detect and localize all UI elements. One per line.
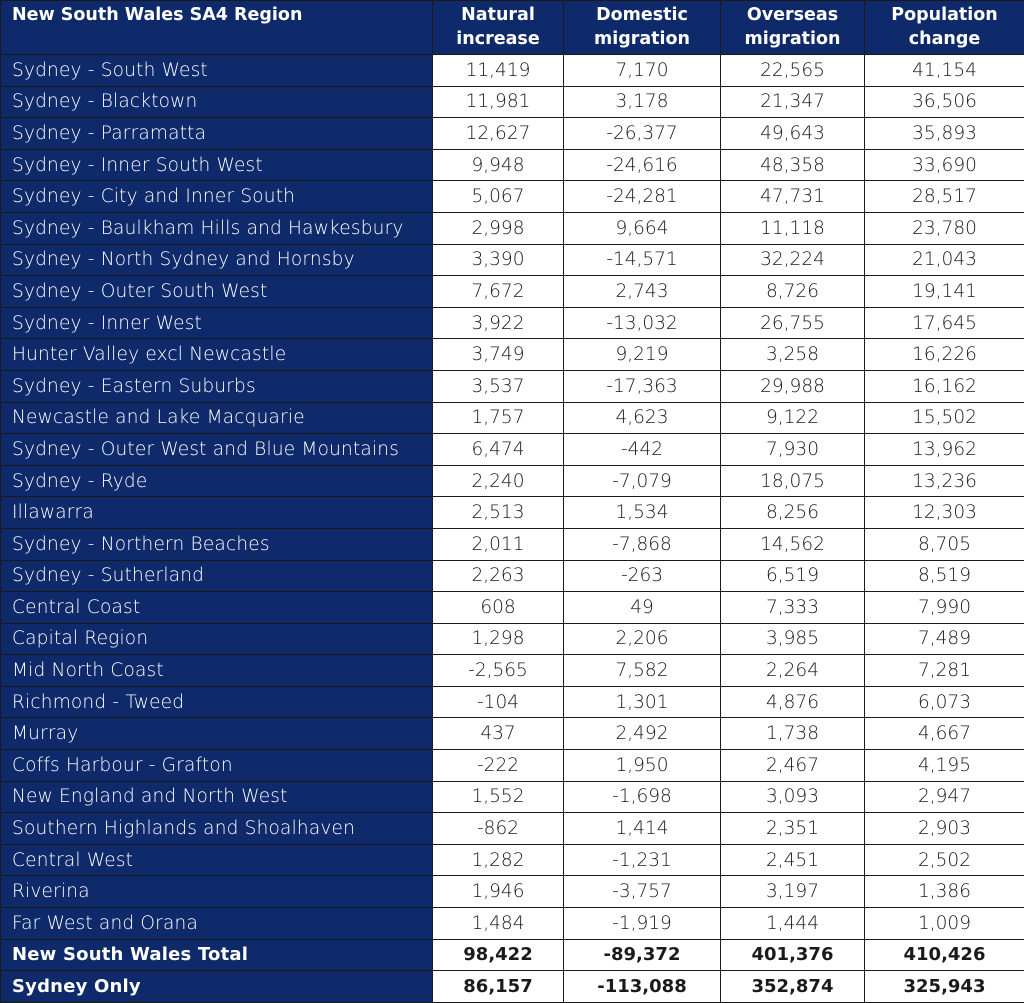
overseas-migration-cell: 18,075 [721, 465, 865, 497]
region-cell: Sydney - Ryde [1, 465, 433, 497]
natural-increase-cell: 3,390 [433, 244, 564, 276]
overseas-migration-cell: 7,930 [721, 434, 865, 466]
population-change-cell: 6,073 [865, 686, 1024, 718]
table-row [1, 339, 1024, 371]
domestic-migration-cell: -3,757 [564, 876, 721, 908]
region-cell: Central Coast [1, 592, 433, 624]
region-cell: Southern Highlands and Shoalhaven [1, 813, 433, 845]
population-change-cell: 16,226 [865, 339, 1024, 371]
table-row [1, 560, 1024, 592]
overseas-migration-cell: 6,519 [721, 560, 865, 592]
region-cell: Capital Region [1, 623, 433, 655]
domestic-migration-cell: -113,088 [564, 971, 721, 1003]
natural-increase-cell: 3,537 [433, 370, 564, 402]
table-row [1, 528, 1024, 560]
table-row [1, 118, 1024, 150]
domestic-migration-cell: -1,919 [564, 908, 721, 940]
natural-increase-cell: -104 [433, 686, 564, 718]
total-row [1, 939, 1024, 971]
population-change-cell: 21,043 [865, 244, 1024, 276]
table-body [1, 55, 1024, 1003]
header-population-change-line: change [909, 29, 981, 49]
natural-increase-cell: 7,672 [433, 276, 564, 308]
table-row [1, 497, 1024, 529]
domestic-migration-cell: -7,868 [564, 528, 721, 560]
header-natural-increase-line: increase [456, 29, 539, 49]
domestic-migration-cell: 9,664 [564, 212, 721, 244]
region-cell: Illawarra [1, 497, 433, 529]
overseas-migration-cell: 3,093 [721, 781, 865, 813]
domestic-migration-cell: -89,372 [564, 939, 721, 971]
population-change-cell: 4,667 [865, 718, 1024, 750]
overseas-migration-cell: 9,122 [721, 402, 865, 434]
domestic-migration-cell: -442 [564, 434, 721, 466]
domestic-migration-cell: -26,377 [564, 118, 721, 150]
natural-increase-cell: 11,981 [433, 86, 564, 118]
natural-increase-cell: 5,067 [433, 181, 564, 213]
domestic-migration-cell: 4,623 [564, 402, 721, 434]
natural-increase-cell: 6,474 [433, 434, 564, 466]
table-row [1, 370, 1024, 402]
region-cell: Richmond - Tweed [1, 686, 433, 718]
overseas-migration-cell: 8,726 [721, 276, 865, 308]
natural-increase-cell: -862 [433, 813, 564, 845]
table-row [1, 876, 1024, 908]
overseas-migration-cell: 1,444 [721, 908, 865, 940]
region-cell: Sydney - Eastern Suburbs [1, 370, 433, 402]
natural-increase-cell: 86,157 [433, 971, 564, 1003]
domestic-migration-cell: 49 [564, 592, 721, 624]
overseas-migration-cell: 2,351 [721, 813, 865, 845]
population-change-cell: 12,303 [865, 497, 1024, 529]
header-population-change [865, 1, 1024, 55]
overseas-migration-cell: 4,876 [721, 686, 865, 718]
table-row [1, 813, 1024, 845]
population-change-cell: 7,489 [865, 623, 1024, 655]
natural-increase-cell: 98,422 [433, 939, 564, 971]
natural-increase-cell: 1,757 [433, 402, 564, 434]
header-domestic-migration [564, 1, 721, 55]
natural-increase-cell: 608 [433, 592, 564, 624]
natural-increase-cell: 2,240 [433, 465, 564, 497]
domestic-migration-cell: -7,079 [564, 465, 721, 497]
overseas-migration-cell: 7,333 [721, 592, 865, 624]
population-change-cell: 2,903 [865, 813, 1024, 845]
population-change-cell: 15,502 [865, 402, 1024, 434]
table-row [1, 149, 1024, 181]
header-overseas-migration-line: Overseas [747, 5, 838, 25]
header-population-change-line: Population [891, 5, 998, 25]
domestic-migration-cell: -13,032 [564, 307, 721, 339]
overseas-migration-cell: 49,643 [721, 118, 865, 150]
natural-increase-cell: 12,627 [433, 118, 564, 150]
region-cell: Sydney - Outer West and Blue Mountains [1, 434, 433, 466]
domestic-migration-cell: -263 [564, 560, 721, 592]
table-row [1, 244, 1024, 276]
population-change-cell: 4,195 [865, 750, 1024, 782]
region-cell: Coffs Harbour - Grafton [1, 750, 433, 782]
overseas-migration-cell: 22,565 [721, 55, 865, 87]
header-row [1, 1, 1024, 55]
population-change-cell: 8,705 [865, 528, 1024, 560]
natural-increase-cell: 437 [433, 718, 564, 750]
overseas-migration-cell: 26,755 [721, 307, 865, 339]
population-change-cell: 33,690 [865, 149, 1024, 181]
region-cell: New South Wales Total [1, 939, 433, 971]
population-change-cell: 28,517 [865, 181, 1024, 213]
domestic-migration-cell: 7,582 [564, 655, 721, 687]
overseas-migration-cell: 401,376 [721, 939, 865, 971]
natural-increase-cell: 11,419 [433, 55, 564, 87]
population-change-cell: 2,502 [865, 844, 1024, 876]
table-row [1, 307, 1024, 339]
population-change-cell: 13,236 [865, 465, 1024, 497]
region-cell: Sydney - Baulkham Hills and Hawkesbury [1, 212, 433, 244]
table-row [1, 434, 1024, 466]
overseas-migration-cell: 2,451 [721, 844, 865, 876]
region-cell: Sydney - South West [1, 55, 433, 87]
natural-increase-cell: -2,565 [433, 655, 564, 687]
table-row [1, 655, 1024, 687]
domestic-migration-cell: 1,301 [564, 686, 721, 718]
table-row [1, 686, 1024, 718]
domestic-migration-cell: 1,534 [564, 497, 721, 529]
overseas-migration-cell: 32,224 [721, 244, 865, 276]
domestic-migration-cell: 1,414 [564, 813, 721, 845]
overseas-migration-cell: 3,985 [721, 623, 865, 655]
domestic-migration-cell: 2,492 [564, 718, 721, 750]
table-row [1, 402, 1024, 434]
region-cell: Mid North Coast [1, 655, 433, 687]
population-change-cell: 13,962 [865, 434, 1024, 466]
region-cell: Sydney - Outer South West [1, 276, 433, 308]
population-change-cell: 7,281 [865, 655, 1024, 687]
natural-increase-cell: 1,946 [433, 876, 564, 908]
population-change-cell: 17,645 [865, 307, 1024, 339]
region-cell: Sydney - Northern Beaches [1, 528, 433, 560]
overseas-migration-cell: 2,467 [721, 750, 865, 782]
overseas-migration-cell: 1,738 [721, 718, 865, 750]
overseas-migration-cell: 14,562 [721, 528, 865, 560]
overseas-migration-cell: 48,358 [721, 149, 865, 181]
population-change-cell: 36,506 [865, 86, 1024, 118]
natural-increase-cell: 2,011 [433, 528, 564, 560]
region-cell: New England and North West [1, 781, 433, 813]
header-region-line: New South Wales SA4 Region [12, 5, 302, 25]
domestic-migration-cell: 2,743 [564, 276, 721, 308]
natural-increase-cell: 1,484 [433, 908, 564, 940]
region-cell: Sydney - Inner West [1, 307, 433, 339]
overseas-migration-cell: 8,256 [721, 497, 865, 529]
natural-increase-cell: 1,298 [433, 623, 564, 655]
region-cell: Sydney Only [1, 971, 433, 1003]
natural-increase-cell: 2,998 [433, 212, 564, 244]
overseas-migration-cell: 2,264 [721, 655, 865, 687]
table-row [1, 592, 1024, 624]
domestic-migration-cell: 2,206 [564, 623, 721, 655]
population-change-cell: 1,386 [865, 876, 1024, 908]
header-domestic-migration-line: migration [594, 29, 690, 49]
domestic-migration-cell: -1,231 [564, 844, 721, 876]
table-row [1, 781, 1024, 813]
population-change-cell: 8,519 [865, 560, 1024, 592]
table-row [1, 718, 1024, 750]
natural-increase-cell: -222 [433, 750, 564, 782]
region-cell: Sydney - North Sydney and Hornsby [1, 244, 433, 276]
region-cell: Newcastle and Lake Macquarie [1, 402, 433, 434]
domestic-migration-cell: 1,950 [564, 750, 721, 782]
population-change-cell: 7,990 [865, 592, 1024, 624]
population-change-cell: 41,154 [865, 55, 1024, 87]
domestic-migration-cell: -24,281 [564, 181, 721, 213]
natural-increase-cell: 1,552 [433, 781, 564, 813]
domestic-migration-cell: -24,616 [564, 149, 721, 181]
population-change-cell: 23,780 [865, 212, 1024, 244]
table-row [1, 212, 1024, 244]
overseas-migration-cell: 3,197 [721, 876, 865, 908]
header-natural-increase [433, 1, 564, 55]
overseas-migration-cell: 47,731 [721, 181, 865, 213]
table-row [1, 750, 1024, 782]
region-cell: Sydney - City and Inner South [1, 181, 433, 213]
region-cell: Sydney - Blacktown [1, 86, 433, 118]
natural-increase-cell: 3,749 [433, 339, 564, 371]
population-change-cell: 410,426 [865, 939, 1024, 971]
natural-increase-cell: 9,948 [433, 149, 564, 181]
natural-increase-cell: 1,282 [433, 844, 564, 876]
population-change-cell: 2,947 [865, 781, 1024, 813]
population-change-cell: 35,893 [865, 118, 1024, 150]
region-cell: Murray [1, 718, 433, 750]
table-row [1, 55, 1024, 87]
region-cell: Far West and Orana [1, 908, 433, 940]
table-row [1, 86, 1024, 118]
table-header [1, 1, 1024, 55]
overseas-migration-cell: 11,118 [721, 212, 865, 244]
table-row [1, 276, 1024, 308]
natural-increase-cell: 2,513 [433, 497, 564, 529]
region-cell: Sydney - Sutherland [1, 560, 433, 592]
table-row [1, 908, 1024, 940]
natural-increase-cell: 3,922 [433, 307, 564, 339]
domestic-migration-cell: 7,170 [564, 55, 721, 87]
header-natural-increase-line: Natural [461, 5, 535, 25]
natural-increase-cell: 2,263 [433, 560, 564, 592]
overseas-migration-cell: 3,258 [721, 339, 865, 371]
header-domestic-migration-line: Domestic [596, 5, 688, 25]
population-change-cell: 1,009 [865, 908, 1024, 940]
region-cell: Central West [1, 844, 433, 876]
overseas-migration-cell: 29,988 [721, 370, 865, 402]
domestic-migration-cell: 3,178 [564, 86, 721, 118]
population-change-cell: 16,162 [865, 370, 1024, 402]
region-cell: Sydney - Inner South West [1, 149, 433, 181]
table-row [1, 181, 1024, 213]
domestic-migration-cell: -1,698 [564, 781, 721, 813]
population-change-cell: 19,141 [865, 276, 1024, 308]
domestic-migration-cell: -14,571 [564, 244, 721, 276]
region-cell: Sydney - Parramatta [1, 118, 433, 150]
overseas-migration-cell: 21,347 [721, 86, 865, 118]
header-overseas-migration-line: migration [744, 29, 840, 49]
region-cell: Hunter Valley excl Newcastle [1, 339, 433, 371]
overseas-migration-cell: 352,874 [721, 971, 865, 1003]
region-cell: Riverina [1, 876, 433, 908]
domestic-migration-cell: -17,363 [564, 370, 721, 402]
table-row [1, 465, 1024, 497]
domestic-migration-cell: 9,219 [564, 339, 721, 371]
table-row [1, 844, 1024, 876]
population-change-cell: 325,943 [865, 971, 1024, 1003]
header-region [1, 1, 433, 55]
header-overseas-migration [721, 1, 865, 55]
table-row [1, 623, 1024, 655]
